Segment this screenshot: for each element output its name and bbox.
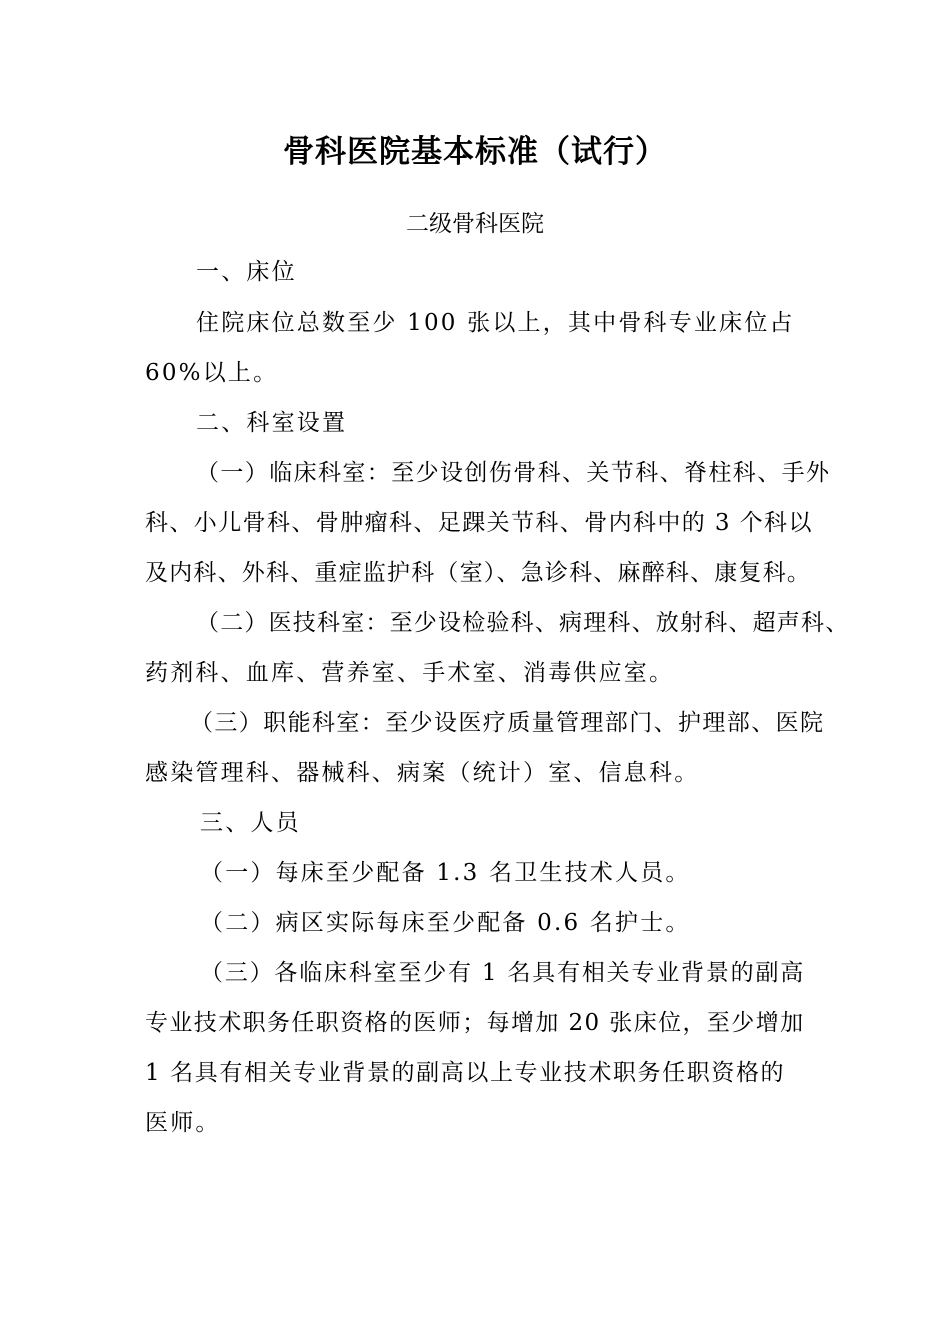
paragraph-line: 药剂科、血库、营养室、手术室、消毒供应室。: [145, 660, 675, 686]
section-heading-beds: 一、床位: [196, 259, 297, 285]
paragraph-line: （二）医技科室：至少设检验科、病理科、放射科、超声科、: [196, 610, 850, 636]
paragraph-line: （三）各临床科室至少有 1 名具有相关专业背景的副高: [200, 960, 806, 986]
paragraph-line: （一）临床科室：至少设创伤骨科、关节科、脊柱科、手外: [196, 460, 831, 486]
paragraph-line: 及内科、外科、重症监护科（室）、急诊科、麻醉科、康复科。: [145, 560, 812, 586]
paragraph-line: （三）职能科室：至少设医疗质量管理部门、护理部、医院: [190, 710, 825, 736]
document-title: 骨科医院基本标准（试行）: [283, 134, 667, 170]
paragraph-line: （一）每床至少配备 1.3 名卫生技术人员。: [200, 860, 691, 886]
paragraph-line: 感染管理科、器械科、病案（统计）室、信息科。: [145, 760, 700, 786]
paragraph-line: （二）病区实际每床至少配备 0.6 名护士。: [200, 910, 691, 936]
section-heading-staff: 三、人员: [200, 810, 301, 836]
paragraph-line: 科、小儿骨科、骨肿瘤科、足踝关节科、骨内科中的 3 个科以: [145, 510, 813, 536]
paragraph-line: 60%以上。: [145, 360, 279, 386]
document-subtitle: 二级骨科医院: [406, 211, 544, 237]
paragraph-line: 医师。: [145, 1110, 221, 1136]
paragraph-line: 专业技术职务任职资格的医师；每增加 20 张床位，至少增加: [145, 1010, 805, 1036]
section-heading-departments: 二、科室设置: [196, 410, 348, 436]
paragraph-line: 1 名具有相关专业背景的副高以上专业技术职务任职资格的: [145, 1060, 786, 1086]
paragraph-line: 住院床位总数至少 100 张以上，其中骨科专业床位占: [196, 310, 795, 336]
